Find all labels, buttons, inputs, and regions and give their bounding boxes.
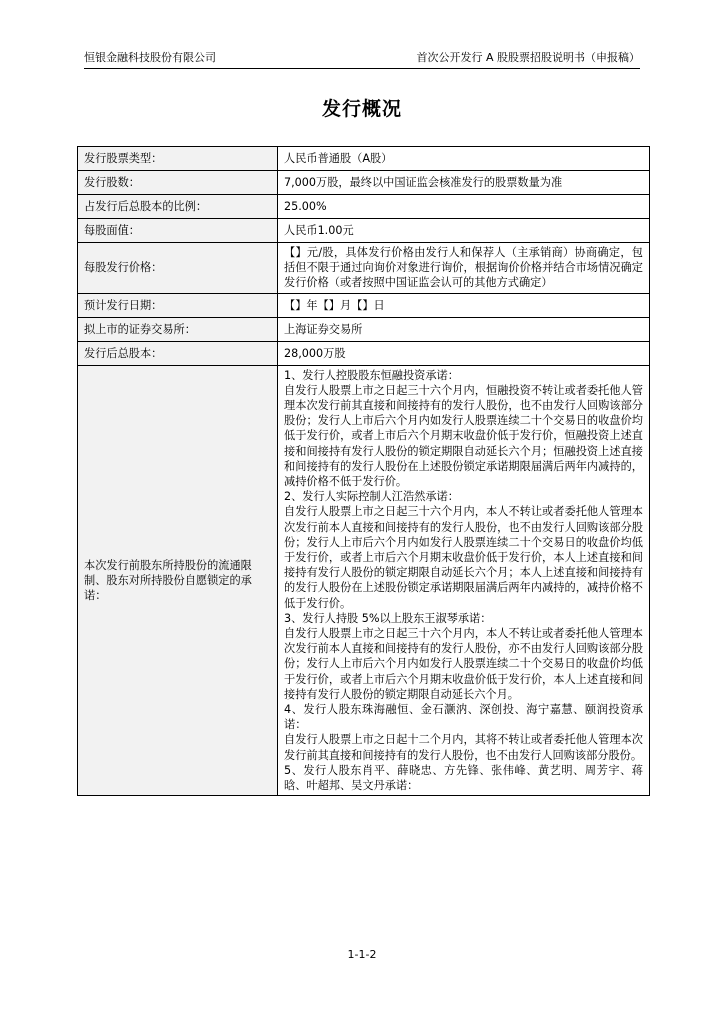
row-value: 人民币1.00元 — [278, 219, 650, 243]
row-value: 25.00% — [278, 195, 650, 219]
row-label: 每股面值： — [78, 219, 278, 243]
commitment-text: 自发行人股票上市之日起十二个月内，其将不转让或者委托他人管理本次发行前其直接和间接持有的发行人股份，也不由发行人回购该部分股份。 — [284, 733, 643, 762]
table-row — [78, 293, 650, 317]
row-label: 发行股票类型： — [78, 147, 278, 171]
table-row — [78, 171, 650, 195]
commitment-text: 自发行人股票上市之日起三十六个月内，本人不转让或者委托他人管理本次发行前本人直接和间接持有的发行人股份，也不由发行人回购该部分股份；发行人上市后六个月内如发行人股票连续二十个交易日的收盘价均低于发行价，或者上市后六个月期末收盘价低于发行价，本人上述直接和间接持有发行人股份的锁定期限自动延长六个月；本人上述直接和间接持有的发行人股份在上述股份锁定承诺期限届满后两年内减持的，减持价格不低于发行价。 — [284, 505, 643, 610]
row-value: 上海证券交易所 — [278, 317, 650, 341]
row-label: 占发行后总股本的比例： — [78, 195, 278, 219]
commitment-heading: 4、发行人股东珠海融恒、金石灏汭、深创投、海宁嘉慧、颐润投资承诺： — [284, 703, 643, 732]
lockup-commitments-row — [78, 365, 650, 796]
row-value: 28,000万股 — [278, 341, 650, 365]
lockup-commitments — [278, 365, 650, 796]
commitment-heading: 2、发行人实际控制人江浩然承诺： — [284, 490, 459, 504]
offering-overview-table — [77, 146, 650, 796]
row-label: 发行后总股本： — [78, 341, 278, 365]
page-number: 1-1-2 — [347, 948, 377, 961]
header-document-title: 首次公开发行 A 股股票招股说明书（申报稿） — [416, 51, 640, 64]
row-label: 预计发行日期： — [78, 293, 278, 317]
row-value: 7,000万股，最终以中国证监会核准发行的股票数量为准 — [278, 171, 650, 195]
running-header — [84, 50, 640, 69]
table-row — [78, 341, 650, 365]
row-value: 【】元/股，具体发行价格由发行人和保荐人（主承销商）协商确定，包括但不限于通过向询价对象进行询价，根据询价价格并结合市场情况确定发行价格（或者按照中国证监会认可的其他方式确定） — [278, 243, 650, 294]
header-company: 恒银金融科技股份有限公司 — [84, 51, 216, 64]
row-label: 发行股数： — [78, 171, 278, 195]
table-row — [78, 195, 650, 219]
row-label: 拟上市的证券交易所： — [78, 317, 278, 341]
row-value: 人民币普通股（A股） — [278, 147, 650, 171]
row-label: 每股发行价格： — [78, 243, 278, 294]
commitment-heading: 3、发行人持股 5%以上股东王淑琴承诺： — [284, 611, 492, 625]
row-label: 本次发行前股东所持股份的流通限制、股东对所持股份自愿锁定的承诺： — [78, 365, 278, 796]
commitment-heading: 5、发行人股东肖平、薛晓忠、方先锋、张伟峰、黄艺明、周芳宇、蒋晗、叶超邦、吴文丹承诺： — [284, 763, 643, 793]
table-row — [78, 219, 650, 243]
table-row — [78, 317, 650, 341]
table-row — [78, 147, 650, 171]
commitment-text: 自发行人股票上市之日起三十六个月内，恒融投资不转让或者委托他人管理本次发行前其直接和间接持有的发行人股份，也不由发行人回购该部分股份；发行人上市后六个月内如发行人股票连续二十个交易日的收盘价均低于发行价，或者上市后六个月期末收盘价低于发行价，恒融投资上述直接和间接持有发行人股份的锁定期限自动延长六个月；恒融投资上述直接和间接持有的发行人股份在上述股份锁定承诺期限届满后两年内减持的，减持价格不低于发行价。 — [284, 383, 643, 489]
commitment-heading: 1、发行人控股股东恒融投资承诺： — [284, 368, 459, 382]
row-value: 【】年【】月【】日 — [278, 293, 650, 317]
commitment-text: 自发行人股票上市之日起三十六个月内，本人不转让或者委托他人管理本次发行前本人直接和间接持有的发行人股份，亦不由发行人回购该部分股份；发行人上市后六个月内如发行人股票连续二十个交易日的收盘价均低于发行价，或者上市后六个月期末收盘价低于发行价，本人上述直接和间接持有发行人股份的锁定期限自动延长六个月。 — [284, 627, 643, 701]
table-row — [78, 243, 650, 294]
page-title: 发行概况 — [321, 98, 402, 120]
